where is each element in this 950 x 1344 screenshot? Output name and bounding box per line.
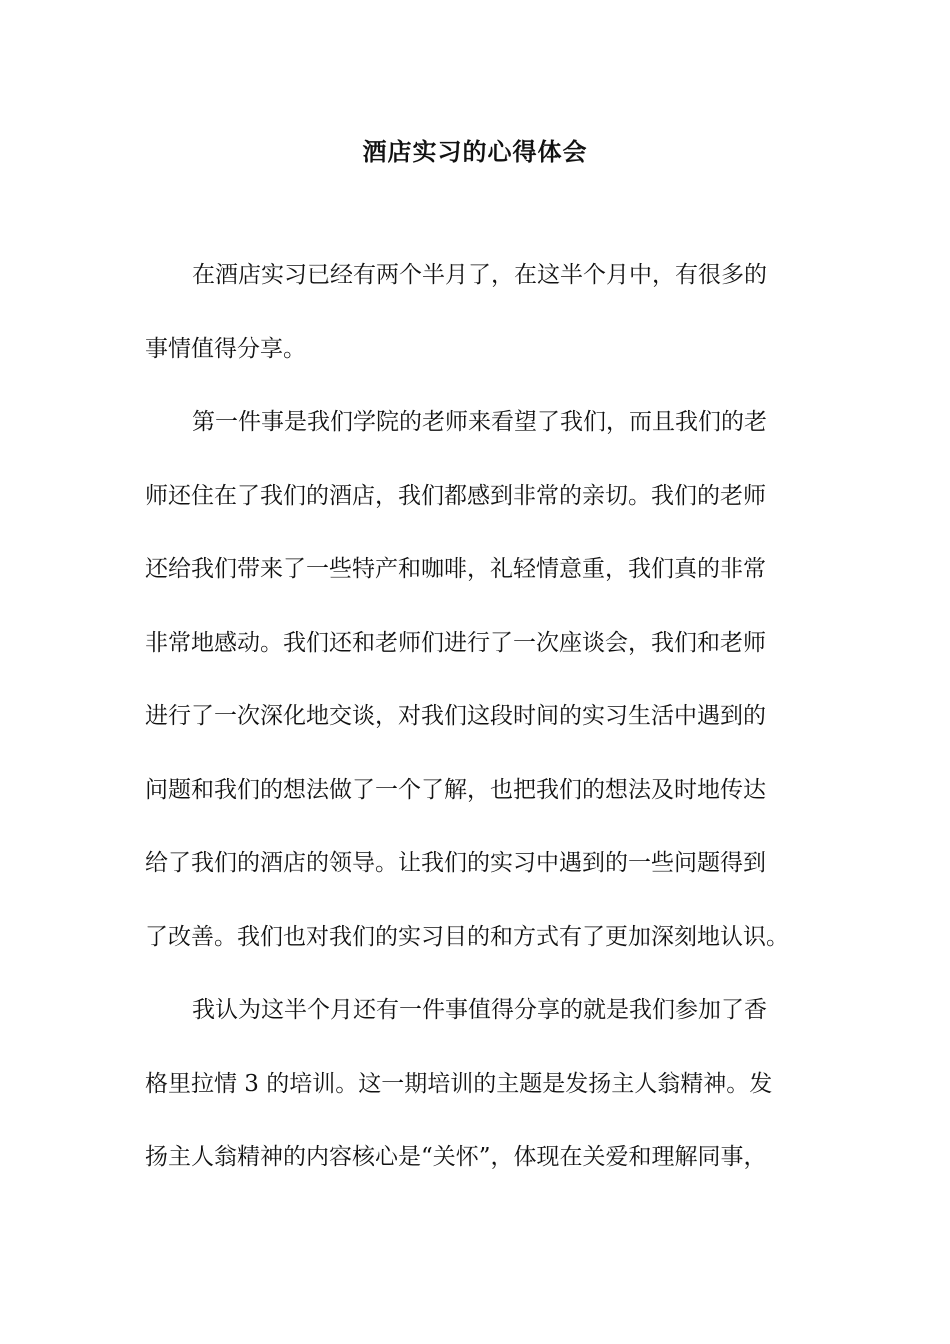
paragraph-line: 非常地感动。我们还和老师们进行了一次座谈会，我们和老师 — [145, 629, 766, 656]
paragraph-line: 在酒店实习已经有两个半月了，在这半个月中，有很多的 — [192, 262, 767, 288]
paragraph-1 — [145, 255, 805, 402]
paragraph-line: 格里拉情 3 的培训。这一期培训的主题是发扬主人翁精神。发 — [145, 1070, 773, 1097]
paragraph-line: 给了我们的酒店的领导。让我们的实习中遇到的一些问题得到 — [145, 850, 766, 876]
paragraph-3 — [145, 990, 805, 1211]
paragraph-line: 进行了一次深化地交谈，对我们这段时间的实习生活中遇到的 — [145, 703, 766, 729]
paragraph-line: 问题和我们的想法做了一个了解，也把我们的想法及时地传达 — [145, 776, 766, 803]
paragraph-line: 第一件事是我们学院的老师来看望了我们，而且我们的老 — [192, 409, 767, 435]
paragraph-line: 我认为这半个月还有一件事值得分享的就是我们参加了香 — [192, 997, 767, 1023]
paragraph-2 — [145, 402, 805, 990]
document-title: 酒店实习的心得体会 — [362, 137, 588, 166]
paragraph-line: 扬主人翁精神的内容核心是“关怀”，体现在关爱和理解同事， — [145, 1144, 767, 1170]
paragraph-line: 师还住在了我们的酒店，我们都感到非常的亲切。我们的老师 — [145, 482, 766, 509]
paragraph-line: 事情值得分享。 — [145, 335, 306, 362]
document-body — [145, 255, 805, 1211]
paragraph-line: 了改善。我们也对我们的实习目的和方式有了更加深刻地认识。 — [145, 923, 789, 950]
paragraph-line: 还给我们带来了一些特产和咖啡，礼轻情意重，我们真的非常 — [145, 556, 766, 582]
